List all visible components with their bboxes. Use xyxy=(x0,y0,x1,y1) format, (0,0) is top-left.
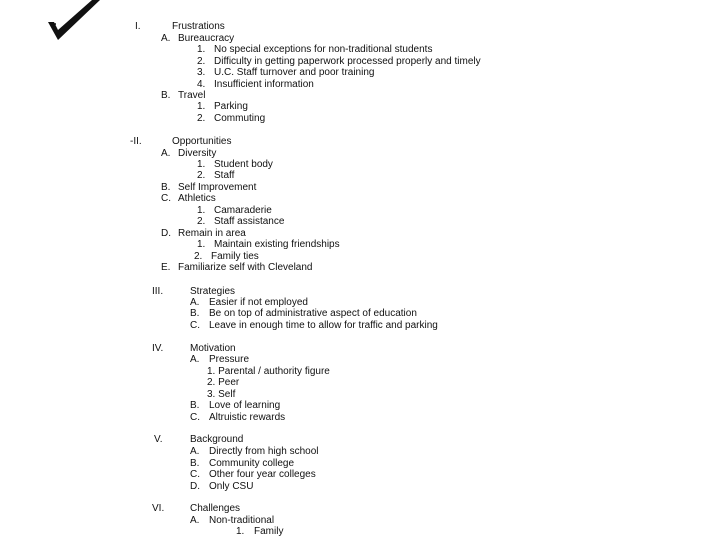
item-text: Staff xyxy=(214,170,235,181)
item-number: 2. xyxy=(197,170,206,181)
item-text: Maintain existing friendships xyxy=(214,239,340,250)
item-letter: B. xyxy=(190,458,200,469)
item-letter: D. xyxy=(190,481,200,492)
item-letter: A. xyxy=(190,446,200,457)
item-text: Commuting xyxy=(214,113,266,124)
item-number: 1. xyxy=(197,239,206,250)
item-letter: C. xyxy=(190,320,200,331)
item-number: 1. xyxy=(197,159,206,170)
item-text: No special exceptions for non-traditional students xyxy=(214,44,433,55)
item-number: 1. xyxy=(236,526,245,537)
sub-letter: A. xyxy=(190,515,200,526)
item-number: 2. xyxy=(197,56,206,67)
item-number: 2. xyxy=(197,216,206,227)
sub-heading: Diversity xyxy=(178,148,217,159)
item-number: 1. xyxy=(197,44,206,55)
sub-heading: Athletics xyxy=(178,193,216,204)
sub-letter: B. xyxy=(161,182,171,193)
section-numeral: IV. xyxy=(152,343,164,354)
item-text: Difficulty in getting paperwork processed properly and timely xyxy=(214,56,481,67)
item-text: Directly from high school xyxy=(209,446,319,457)
item-text: Be on top of administrative aspect of education xyxy=(209,308,417,319)
section-title: Opportunities xyxy=(172,136,232,147)
sub-letter: C. xyxy=(161,193,171,204)
item-text: Leave in enough time to allow for traffic and parking xyxy=(209,320,438,331)
item-text: Staff assistance xyxy=(214,216,285,227)
sub-letter: A. xyxy=(161,148,171,159)
item-number: 4. xyxy=(197,79,206,90)
item-text: 3. Self xyxy=(207,389,236,400)
section-numeral: -II. xyxy=(130,136,142,147)
sub-heading: Travel xyxy=(178,90,206,101)
sub-heading: Remain in area xyxy=(178,228,246,239)
section-title: Frustrations xyxy=(172,21,225,32)
section-numeral: V. xyxy=(154,434,163,445)
sub-letter: E. xyxy=(161,262,171,273)
item-text: Easier if not employed xyxy=(209,297,308,308)
item-text: Family xyxy=(254,526,284,537)
item-number: 2. xyxy=(194,251,203,262)
item-number: 3. xyxy=(197,67,206,78)
sub-heading: Altruistic rewards xyxy=(209,412,286,423)
section-numeral: VI. xyxy=(152,503,165,514)
item-text: Student body xyxy=(214,159,273,170)
item-text: Other four year colleges xyxy=(209,469,316,480)
sub-heading: Love of learning xyxy=(209,400,281,411)
item-text: 2. Peer xyxy=(207,377,240,388)
sub-heading: Pressure xyxy=(209,354,250,365)
item-text: Only CSU xyxy=(209,481,254,492)
sub-heading: Self Improvement xyxy=(178,182,257,193)
item-number: 1. xyxy=(197,205,206,216)
sub-letter: B. xyxy=(190,400,200,411)
sub-letter: B. xyxy=(161,90,171,101)
item-letter: B. xyxy=(190,308,200,319)
item-text: Community college xyxy=(209,458,295,469)
item-number: 1. xyxy=(197,101,206,112)
item-text: Family ties xyxy=(211,251,259,262)
section-title: Challenges xyxy=(190,503,241,514)
item-text: U.C. Staff turnover and poor training xyxy=(214,67,375,78)
item-text: Camaraderie xyxy=(214,205,272,216)
item-text: 1. Parental / authority figure xyxy=(207,366,330,377)
section-title: Strategies xyxy=(190,286,236,297)
section-title: Motivation xyxy=(190,343,236,354)
item-text: Parking xyxy=(214,101,248,112)
item-letter: A. xyxy=(190,297,200,308)
item-number: 2. xyxy=(197,113,206,124)
section-numeral: III. xyxy=(152,286,164,297)
section-title: Background xyxy=(190,434,244,445)
check-mark-icon xyxy=(44,0,104,42)
sub-letter: A. xyxy=(190,354,200,365)
sub-letter: A. xyxy=(161,33,171,44)
section-numeral: I. xyxy=(135,21,141,32)
sub-heading: Familiarize self with Cleveland xyxy=(178,262,313,273)
sub-letter: C. xyxy=(190,412,200,423)
item-letter: C. xyxy=(190,469,200,480)
item-text: Insufficient information xyxy=(214,79,314,90)
sub-heading: Non-traditional xyxy=(209,515,275,526)
sub-letter: D. xyxy=(161,228,171,239)
sub-heading: Bureaucracy xyxy=(178,33,235,44)
